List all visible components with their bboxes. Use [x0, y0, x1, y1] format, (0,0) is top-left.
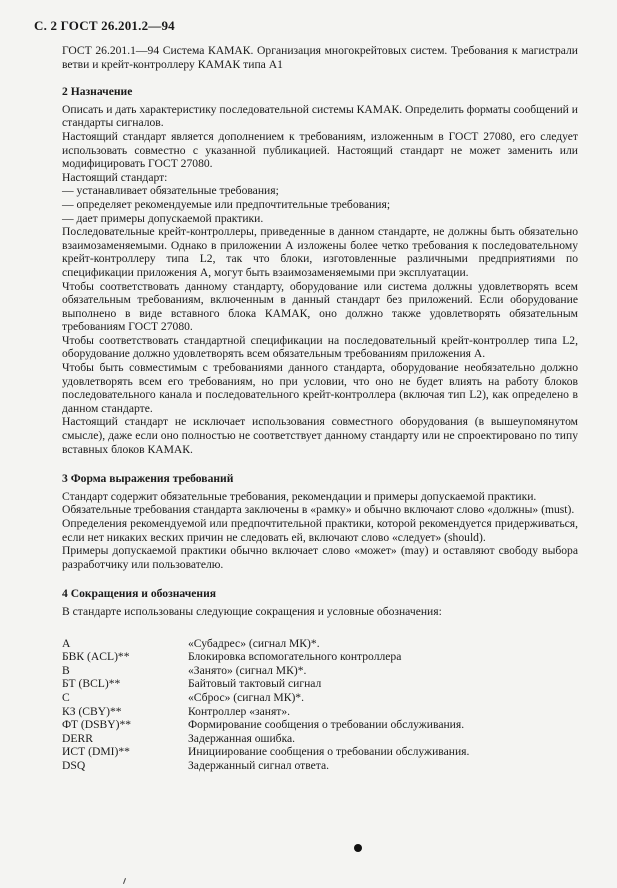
table-row: [62, 691, 469, 705]
ink-dot: [354, 844, 362, 852]
section-3-paragraph: Обязательные требования стандарта заключены в «рамку» и обычно включают слово «должны» (must).: [62, 503, 575, 517]
abbr-key: ФТ (DSBY)**: [62, 718, 132, 732]
section-2-paragraph: Настоящий стандарт не исключает использования совместного оборудования (в вышеупомянутом смысле), даже если оно полностью не соответствует данному стандарту или не спроектировано по типу вставных блоков КАМАК.: [62, 415, 578, 456]
abbr-key: БТ (BCL)**: [62, 677, 121, 691]
section-3-title: 3 Форма выражения требований: [62, 472, 234, 486]
section-4-intro: В стандарте использованы следующие сокращения и условные обозначения:: [62, 604, 442, 618]
table-row: [62, 745, 469, 759]
intro-paragraph: ГОСТ 26.201.1—94 Система КАМАК. Организация многокрейтовых систем. Требования к магистрали ветви и крейт-контроллеру КАМАК типа А1: [62, 44, 578, 71]
list-item: — устанавливает обязательные требования;: [62, 184, 279, 198]
list-item: — определяет рекомендуемые или предпочтительные требования;: [62, 197, 391, 211]
section-3-paragraph: Примеры допускаемой практики обычно включает слово «может» (may) и оставляют свободу выбора разработчику или пользователю.: [62, 544, 578, 571]
section-2-paragraph: Чтобы соответствовать стандартной спецификации на последовательный крейт-контроллер типа L2, оборудование должно удовлетворять всем обязательным требованиям приложения А.: [62, 333, 578, 361]
table-row: [62, 650, 469, 664]
section-2-paragraph: Чтобы соответствовать данному стандарту, оборудование или система должны удовлетворять всем обязательным требованиям, включенным в данный стандарт без приложений. Если оборудование выполнено в виде вставного блока КАМАК, оно должно также удовлетворять обязательным требованиям ГОСТ 27080.: [62, 279, 578, 334]
abbr-value: Байтовый тактовый сигнал: [188, 677, 322, 691]
abbr-key: БВК (ACL)**: [62, 650, 130, 664]
section-2-paragraph: Чтобы быть совместимым с требованиями данного стандарта, оборудование необязательно должно удовлетворять всем его требованиям, но при условии, что оно не будет влиять на работу блоков последовательного канала и последовательного крейт-контроллера (включая тип L2), как определено в данном стандарте.: [62, 361, 578, 415]
abbr-value: Блокировка вспомогательного контроллера: [188, 650, 402, 664]
section-2-paragraph: Настоящий стандарт является дополнением к требованиям, изложенным в ГОСТ 27080, его следует использовать совместно с указанной публикацией. Настоящий стандарт не может заменить или модифицировать ГОСТ 27080.: [62, 129, 578, 171]
section-2-paragraph: Последовательные крейт-контроллеры, приведенные в данном стандарте, не должны быть обязательно взаимозаменяемыми. Однако в приложении А изложены более четко требования к последовательному крейт-контроллеру типа L2, так что блоки, изготовленные различными предприятиями по спецификации приложения А, могут быть взаимозаменяемыми при эксплуатации.: [62, 225, 578, 279]
abbr-value: Формирование сообщения о требовании обслуживания.: [188, 718, 465, 732]
table-row: [62, 664, 469, 678]
table-row: [62, 637, 469, 651]
list-item: — дает примеры допускаемой практики.: [62, 211, 264, 225]
abbr-value: Задержанный сигнал ответа.: [188, 758, 330, 772]
abbr-key: DSQ: [62, 758, 86, 772]
section-2-paragraph: Описать и дать характеристику последовательной системы КАМАК. Определить форматы сообщений и стандарты сигналов.: [62, 102, 578, 130]
abbr-key: DERR: [62, 731, 93, 745]
table-row: [62, 677, 469, 691]
section-2-paragraph: Настоящий стандарт:: [62, 170, 168, 184]
abbreviations-table: [62, 637, 469, 773]
section-3-paragraph: Определения рекомендуемой или предпочтительной практики, которой рекомендуется придерживаться, если нет никаких веских причин не следовать ей, включают слово «следует» (should).: [62, 517, 578, 544]
abbr-value: «Субадрес» (сигнал МК)*.: [188, 636, 320, 650]
section-3-paragraph: Стандарт содержит обязательные требования, рекомендации и примеры допускаемой практики.: [62, 489, 537, 503]
abbr-key: B: [62, 663, 70, 677]
abbr-key: A: [62, 636, 71, 650]
abbr-value: Инициирование сообщения о требовании обслуживания.: [188, 745, 470, 759]
table-row: [62, 732, 469, 746]
abbr-value: «Сброс» (сигнал МК)*.: [188, 690, 304, 704]
abbr-value: Задержанная ошибка.: [188, 731, 296, 745]
document-body: [62, 44, 578, 773]
page-header: С. 2 ГОСТ 26.201.2—94: [34, 18, 175, 33]
section-4-title: 4 Сокращения и обозначения: [62, 587, 217, 601]
abbr-key: ИСТ (DMI)**: [62, 745, 130, 759]
table-row: [62, 718, 469, 732]
table-row: [62, 705, 469, 719]
table-row: [62, 759, 469, 773]
section-2-title: 2 Назначение: [62, 85, 133, 99]
abbr-value: Контроллер «занят».: [188, 704, 291, 718]
abbr-key: КЗ (CBY)**: [62, 704, 122, 718]
abbr-value: «Занято» (сигнал МК)*.: [188, 663, 307, 677]
ink-mark: [123, 878, 126, 884]
abbr-key: C: [62, 690, 70, 704]
